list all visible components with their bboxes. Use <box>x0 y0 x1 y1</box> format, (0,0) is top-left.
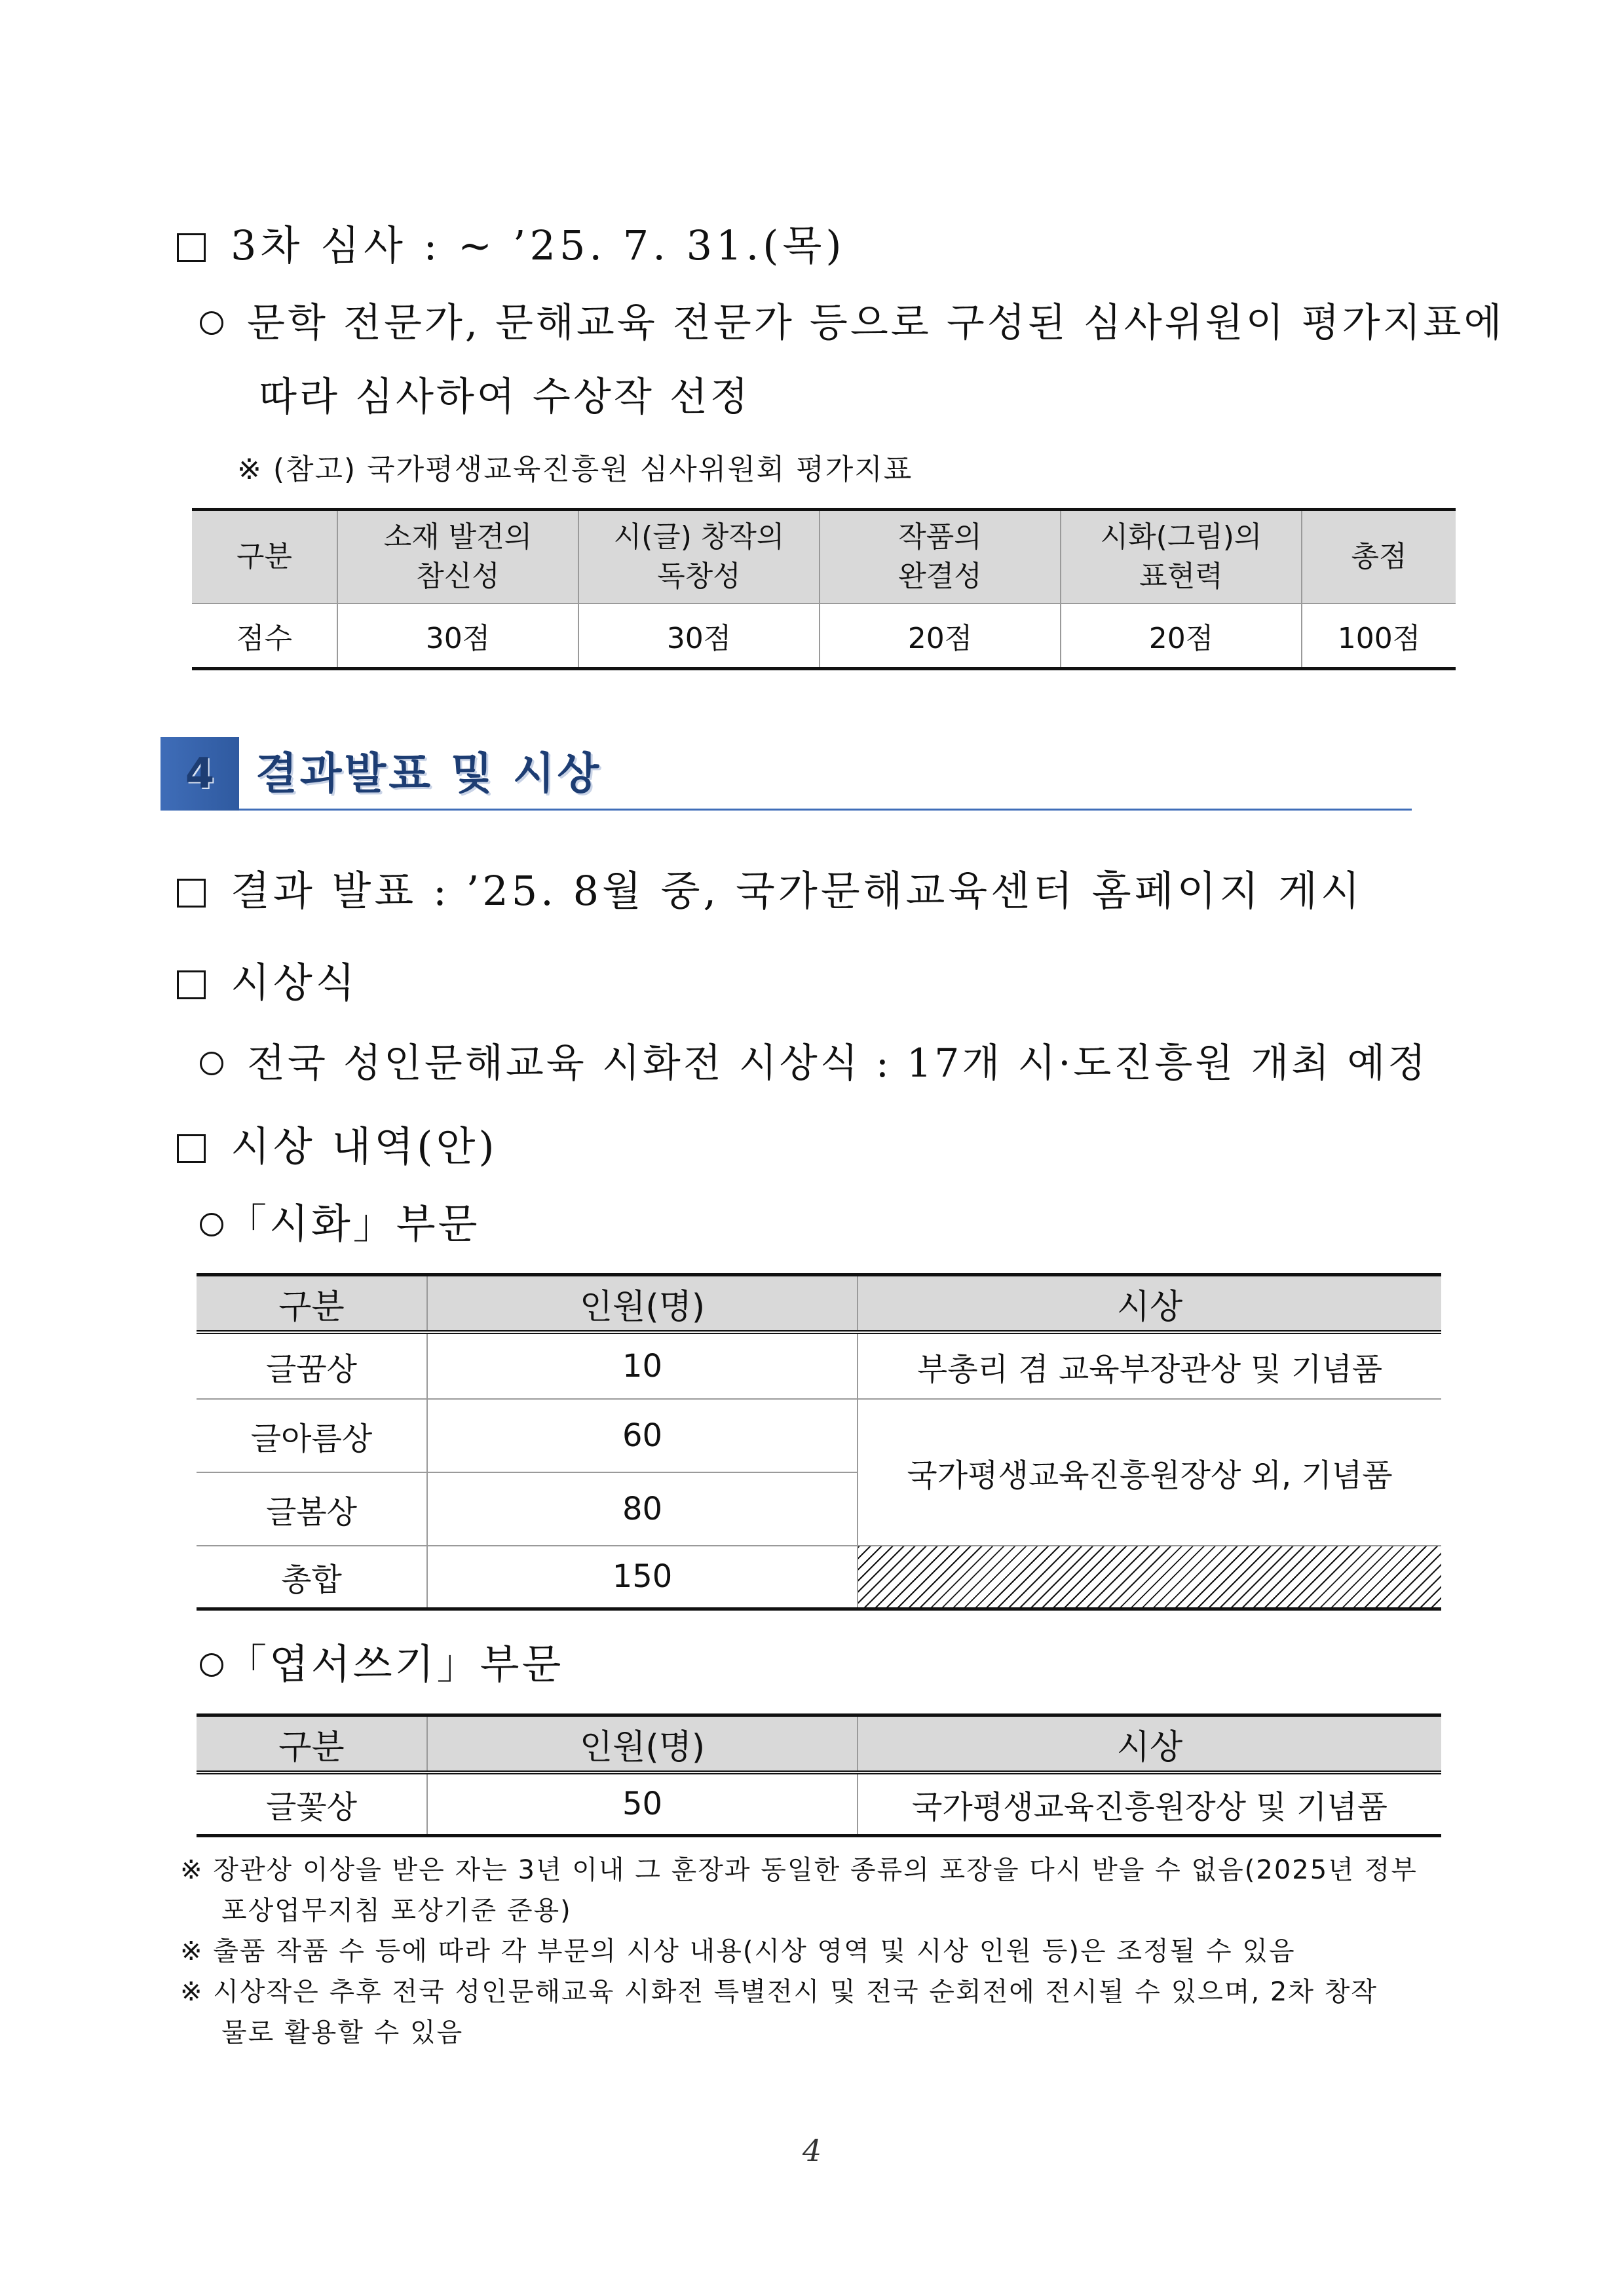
award-header-cell: 시상 <box>858 1715 1441 1773</box>
award-name: 글아름상 <box>197 1399 427 1472</box>
eval-ref-note: ※ (참고) 국가평생교육진흥원 심사위원회 평가지표 <box>237 453 913 486</box>
note-1-line2: 포상업무지침 포상기준 준용) <box>221 1896 572 1926</box>
eval-cell: 점수 <box>236 622 292 655</box>
circle-bullet-icon <box>200 1213 223 1236</box>
award-count: 150 <box>427 1546 858 1609</box>
ceremony-heading: 시상식 <box>177 950 358 1008</box>
eval-cell: 20점 <box>820 603 1061 669</box>
award-name: 글봄상 <box>197 1472 427 1546</box>
circle-bullet-icon <box>200 1653 223 1677</box>
eval-score-row <box>192 603 1456 669</box>
award-header-cell: 인원(명) <box>427 1715 858 1773</box>
award-poem-table <box>197 1273 1441 1611</box>
section-divider <box>239 809 1412 811</box>
square-bullet-icon <box>177 970 206 999</box>
table-row <box>197 1332 1441 1399</box>
eval-header-cell: 작품의 완결성 <box>820 510 1061 604</box>
award-name: 글꿈상 <box>197 1332 427 1399</box>
eval-header-cell: 총점 <box>1302 510 1456 604</box>
eval-cell: 100점 <box>1302 603 1456 669</box>
ceremony-desc: 전국 성인문해교육 시화전 시상식 : 17개 시·도진흥원 개최 예정 <box>200 1032 1428 1088</box>
square-bullet-icon <box>177 233 206 262</box>
award-postcard-title: 「엽서쓰기」부문 <box>200 1632 563 1690</box>
note-2: ※ 출품 작품 수 등에 따라 각 부문의 시상 내용(시상 영역 및 시상 인원 등)은 조정될 수 있음 <box>180 1936 1296 1966</box>
hatched-empty-cell <box>858 1546 1441 1609</box>
review3-desc-line1: 문학 전문가, 문해교육 전문가 등으로 구성된 심사위원이 평가지표에 <box>200 292 1504 348</box>
award-count: 10 <box>427 1332 858 1399</box>
award-prize: 국가평생교육진흥원장상 및 기념품 <box>858 1772 1441 1835</box>
award-count: 50 <box>427 1772 858 1835</box>
award-header-cell: 구분 <box>197 1275 427 1333</box>
note-1-line1: ※ 장관상 이상을 받은 자는 3년 이내 그 훈장과 동일한 종류의 포장을 다시 받을 수 없음(2025년 정부 <box>180 1855 1418 1885</box>
result-announce: 결과 발표 : ’25. 8월 중, 국가문해교육센터 홈페이지 게시 <box>177 858 1363 917</box>
eval-header-cell: 구분 <box>192 510 337 604</box>
award-count: 80 <box>427 1472 858 1546</box>
note-3-line1: ※ 시상작은 추후 전국 성인문해교육 시화전 특별전시 및 전국 순회전에 전시될 수 있으며, 2차 창작 <box>180 1977 1378 2007</box>
section-title: 결과발표 및 시상 <box>255 748 602 799</box>
eval-header-cell: 소재 발견의 참신성 <box>337 510 578 604</box>
eval-cell: 20점 <box>1061 603 1302 669</box>
award-header-cell: 시상 <box>858 1275 1441 1333</box>
award-header-cell: 인원(명) <box>427 1275 858 1333</box>
award-header-row <box>197 1275 1441 1333</box>
award-prize: 부총리 겸 교육부장관상 및 기념품 <box>858 1332 1441 1399</box>
eval-cell: 30점 <box>337 603 578 669</box>
award-count: 60 <box>427 1399 858 1472</box>
eval-header-cell: 시화(그림)의 표현력 <box>1061 510 1302 604</box>
table-row <box>197 1399 1441 1472</box>
awards-heading: 시상 내역(안) <box>177 1114 498 1172</box>
award-header-row <box>197 1715 1441 1773</box>
review3-heading: 3차 심사 : ~ ’25. 7. 31.(목) <box>177 213 846 271</box>
note-3-line2: 물로 활용할 수 있음 <box>221 2018 464 2048</box>
award-prize: 국가평생교육진흥원장상 외, 기념품 <box>858 1399 1441 1546</box>
award-postcard-table <box>197 1713 1441 1837</box>
eval-cell: 30점 <box>578 603 820 669</box>
eval-header-row <box>192 510 1456 604</box>
table-row-total <box>197 1546 1441 1609</box>
eval-table <box>192 508 1456 670</box>
award-name: 총합 <box>197 1546 427 1609</box>
award-name: 글꽃상 <box>197 1772 427 1835</box>
section-number: 4 <box>185 750 215 798</box>
award-poem-title: 「시화」부문 <box>200 1191 480 1250</box>
square-bullet-icon <box>177 1134 206 1163</box>
eval-header-cell: 시(글) 창작의 독창성 <box>578 510 820 604</box>
circle-bullet-icon <box>200 311 223 335</box>
circle-bullet-icon <box>200 1052 223 1075</box>
square-bullet-icon <box>177 879 206 908</box>
award-header-cell: 구분 <box>197 1715 427 1773</box>
table-row <box>197 1772 1441 1835</box>
page-number: 4 <box>802 2133 822 2168</box>
review3-desc-line2: 따라 심사하여 수상작 선정 <box>259 374 751 420</box>
